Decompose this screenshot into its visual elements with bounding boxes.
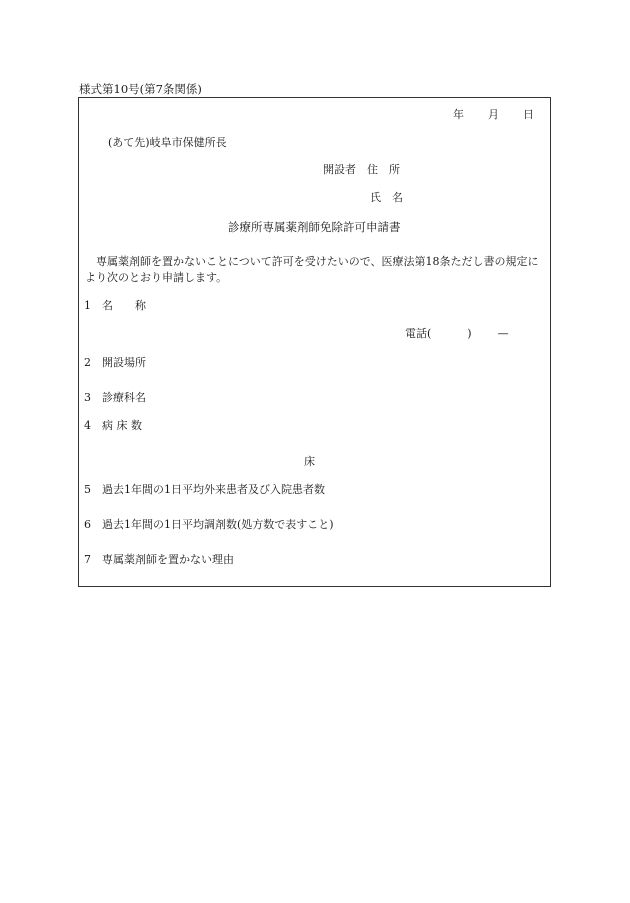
item-number: 4 [84,419,91,432]
item-label: 病 床 数 [102,419,142,432]
form-frame [78,97,551,587]
form-number-label: 様式第10号(第7条関係) [79,82,202,96]
item-number: 2 [84,356,91,369]
item-number: 5 [84,483,91,496]
item-number: 7 [84,553,91,566]
item-5-patients [84,483,325,497]
phone-label: 電話( [405,327,432,340]
item-7-reason [84,553,234,567]
applicant-address-label: 開設者 住 所 [323,163,400,176]
applicant-name-label: 氏 名 [370,191,403,204]
date-day-label: 日 [523,108,534,121]
phone-line [405,327,509,341]
beds-unit-label: 床 [304,455,315,468]
date-year-label: 年 [453,108,464,121]
item-number: 1 [84,299,91,312]
item-label: 開設場所 [102,356,146,369]
date-line [453,108,534,122]
item-4-beds [84,419,142,433]
item-1-name [84,299,146,313]
item-6-dispensing [84,518,334,532]
item-label: 診療科名 [102,391,146,404]
document-title: 診療所専属薬剤師免除許可申請書 [228,220,401,234]
item-label: 名 称 [102,299,146,312]
item-label: 専属薬剤師を置かない理由 [102,553,234,566]
item-label: 過去1年間の1日平均調剤数(処方数で表すこと) [102,518,334,531]
item-number: 6 [84,518,91,531]
item-3-departments [84,391,146,405]
phone-paren-close: ) [467,327,472,340]
item-number: 3 [84,391,91,404]
addressee: (あて先)岐阜市保健所長 [108,136,227,149]
item-2-location [84,356,146,370]
phone-dash: — [497,327,509,340]
item-label: 過去1年間の1日平均外来患者及び入院患者数 [102,483,325,496]
body-paragraph: 専属薬剤師を置かないことについて許可を受けたいので、医療法第18条ただし書の規定により次のとおり申請します。 [85,255,539,284]
date-month-label: 月 [488,108,499,121]
